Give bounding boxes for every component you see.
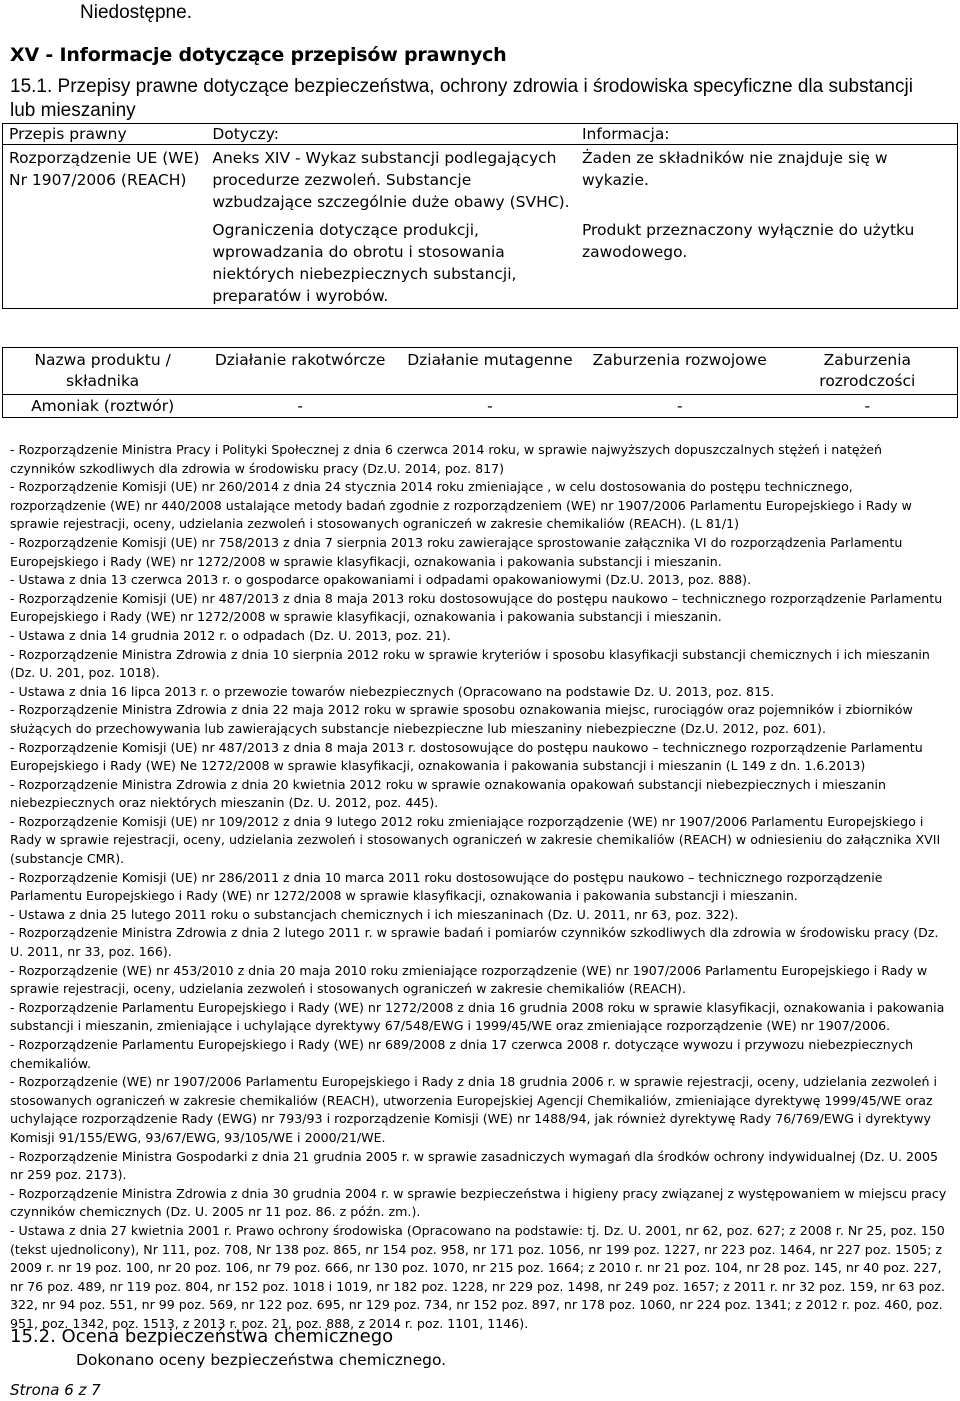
list-item: - Rozporządzenie Ministra Gospodarki z dnia 21 grudnia 2005 r. w sprawie zasadniczych wymagań dla środków ochrony indywidualnej (Dz. U. 2005 nr 259 poz. 2173). xyxy=(10,1148,939,1183)
list-item: - Rozporządzenie Ministra Zdrowia z dnia 2 lutego 2011 r. w sprawie badań i pomiarów czynników szkodliwych dla zdrowia w środowisku pracy (Dz. U. 2011, nr 33, poz. 166). xyxy=(10,925,939,960)
section-2-title: 15.2. Ocena bezpieczeństwa chemicznego xyxy=(10,1326,394,1347)
info-paragraph: Produkt przeznaczony wyłącznie do użytku zawodowego. xyxy=(581,221,915,261)
section-2-text: Dokonano oceny bezpieczeństwa chemicznego. xyxy=(76,1351,447,1369)
table-row xyxy=(3,395,958,418)
list-item: - Rozporządzenie Ministra Zdrowia z dnia 10 sierpnia 2012 roku w sprawie kryteriów i sposobu klasyfikacji substancji chemicznych i ich mieszanin (Dz. U. 201, poz. 1018). xyxy=(10,646,930,681)
regulation-info xyxy=(576,145,958,309)
table-cell: - xyxy=(398,395,582,418)
product-name: Amoniak (roztwór) xyxy=(3,395,203,418)
regulation-scope xyxy=(206,145,576,309)
list-item: - Rozporządzenie Ministra Zdrowia z dnia 22 maja 2012 roku w sprawie sposobu oznakowania miejsc, rurociągów oraz pojemników i zbiorników służących do przechowywania lub zawierających substancje niebezpieczne lub mieszaniny niebezpieczne (Dz.U. 2012, poz. 601). xyxy=(10,702,913,736)
regulation-table-header xyxy=(3,124,958,145)
regulation-table xyxy=(2,123,958,309)
list-item: - Rozporządzenie (WE) nr 453/2010 z dnia 20 maja 2010 roku zmieniające rozporządzenie (WE) nr 1907/2006 Parlamentu Europejskiego i Rady w sprawie rejestracji, oceny, udzielania zezwoleń i stosowanych ograniczeń w zakresie chemikaliów (REACH). xyxy=(10,962,928,997)
list-item: - Ustawa z dnia 16 lipca 2013 r. o przewozie towarów niebezpiecznych (Opracowano na podstawie Dz. U. 2013, poz. 815. xyxy=(10,683,775,699)
list-item: - Rozporządzenie Komisji (UE) nr 758/2013 z dnia 7 sierpnia 2013 roku zawierające sprostowanie załącznika VI do rozporządzenia Parlamentu Europejskiego i Rady (WE) nr 1272/2008 w sprawie klasyfikacji, oznakowania i pakowania substancji i mieszanin. xyxy=(10,534,903,569)
table-cell: - xyxy=(778,395,958,418)
top-note: Niedostępne. xyxy=(80,2,192,23)
header-cell: Działanie mutagenne xyxy=(407,351,573,369)
scope-paragraph: Ograniczenia dotyczące produkcji, wprowadzania do obrotu i stosowania niektórych niebezpiecznych substancji, preparatów i wyrobów. xyxy=(212,221,517,305)
list-item: - Rozporządzenie Parlamentu Europejskiego i Rady (WE) nr 1272/2008 z dnia 16 grudnia 2008 roku w sprawie klasyfikacji, oznakowania i pakowania substancji i mieszanin, zmieniające i uchylające dyrektywy 67/548/EWG i 1999/45/WE oraz zmieniające rozporządzenie (WE) nr 1907/2006. xyxy=(10,999,945,1034)
list-item: - Ustawa z dnia 13 czerwca 2013 r. o gospodarce opakowaniami i odpadami opakowaniowymi (Dz.U. 2013, poz. 888). xyxy=(10,572,752,588)
page-number: Strona 6 z 7 xyxy=(10,1381,101,1399)
header-cell: Działanie rakotwórcze xyxy=(214,351,386,369)
list-item: - Rozporządzenie Ministra Zdrowia z dnia 20 kwietnia 2012 roku w sprawie oznakowania opakowań substancji niebezpiecznych i mieszanin niebezpiecznych oraz niektórych mieszanin (Dz. U. 2012, poz. 445). xyxy=(10,776,886,811)
list-item: - Rozporządzenie (WE) nr 1907/2006 Parlamentu Europejskiego i Rady z dnia 18 grudnia 2006 r. w sprawie rejestracji, oceny, udzielania zezwoleń i stosowanych ograniczeń w zakresie chemikaliów (REACH), utworzenia Europejskiej Agencji Chemikaliów, zmieniające dyrektywę 1999/45/WE oraz uchylające rozporządzenie Rady (EWG) nr 793/93 i rozporządzenie Komisji (WE) nr 1488/94, jak również dyrektywę Rady 76/769/EWG i dyrektywy Komisji 91/155/EWG, 93/67/EWG, 93/105/WE i 2000/21/WE. xyxy=(10,1074,937,1145)
list-item: - Rozporządzenie Komisji (UE) nr 260/2014 z dnia 24 stycznia 2014 roku zmieniające , w celu dostosowania do postępu technicznego, rozporządzenie (WE) nr 440/2008 ustalające metody badań zgodnie z rozporządzeniem (WE) nr 1907/2006 Parlamentu Europejskiego i Rady w sprawie rejestracji, oceny, udzielania zezwoleń i stosowanych ograniczeń w zakresie chemikaliów (REACH). (L 81/1) xyxy=(10,479,912,532)
header-cell: Zaburzenia rozrodczości xyxy=(819,351,916,390)
header-cell: Przepis prawny xyxy=(3,124,207,145)
table-row xyxy=(3,145,958,309)
regulations-list xyxy=(10,441,950,1334)
table-cell: - xyxy=(202,395,398,418)
table-cell: - xyxy=(582,395,778,418)
list-item: - Rozporządzenie Komisji (UE) nr 487/2013 z dnia 8 maja 2013 r. dostosowujące do postępu naukowo – technicznego rozporządzenie Parlamentu Europejskiego i Rady (WE) Ne 1272/2008 w sprawie klasyfikacji, oznakowania i pakowania substancji i mieszanin (L 149 z dn. 1.6.2013) xyxy=(10,739,923,774)
hazard-table-header xyxy=(3,348,958,395)
list-item: - Rozporządzenie Komisji (UE) nr 286/2011 z dnia 10 marca 2011 roku dostosowujące do postępu naukowo – technicznego rozporządzenie Parlamentu Europejskiego i Rady (WE) nr 1272/2008 w sprawie klasyfikacji, oznakowania i pakowania substancji i mieszanin. xyxy=(10,869,883,904)
list-item: - Rozporządzenie Ministra Pracy i Polityki Społecznej z dnia 6 czerwca 2014 roku, w sprawie najwyższych dopuszczalnych stężeń i natężeń czynników szkodliwych dla zdrowia w środowisku pracy (Dz.U. 2014, poz. 817) xyxy=(10,442,882,476)
header-cell: Informacja: xyxy=(576,124,958,145)
hazard-table xyxy=(2,347,958,418)
info-paragraph: Żaden ze składników nie znajduje się w wykazie. xyxy=(581,149,888,189)
header-cell: Zaburzenia rozwojowe xyxy=(592,351,767,369)
list-item: - Rozporządzenie Parlamentu Europejskiego i Rady (WE) nr 689/2008 z dnia 17 czerwca 2008 r. dotyczące wywozu i przywozu niebezpiecznych chemikaliów. xyxy=(10,1037,914,1071)
list-item: - Rozporządzenie Ministra Zdrowia z dnia 30 grudnia 2004 r. w sprawie bezpieczeństwa i higieny pracy związanej z występowaniem w miejscu pracy czynników chemicznych (Dz. U. 2005 nr 11 poz. 86. z późn. zm.). xyxy=(10,1185,947,1220)
list-item: - Rozporządzenie Komisji (UE) nr 109/2012 z dnia 9 lutego 2012 roku zmieniające rozporządzenie (WE) nr 1907/2006 Parlamentu Europejskiego i Rady w sprawie rejestracji, oceny, udzielania zezwoleń i stosowanych ograniczeń w zakresie chemikaliów (REACH) w odniesieniu do załącznika XVII (substancje CMR). xyxy=(10,813,941,867)
section-title: XV - Informacje dotyczące przepisów prawnych xyxy=(10,44,507,66)
header-cell: Dotyczy: xyxy=(206,124,576,145)
header-cell: Nazwa produktu / składnika xyxy=(34,351,171,390)
list-item: - Ustawa z dnia 14 grudnia 2012 r. o odpadach (Dz. U. 2013, poz. 21). xyxy=(10,627,451,643)
list-item: - Ustawa z dnia 25 lutego 2011 roku o substancjach chemicznych i ich mieszaninach (Dz. U. 2011, nr 63, poz. 322). xyxy=(10,906,739,922)
subsection-title: 15.1. Przepisy prawne dotyczące bezpieczeństwa, ochrony zdrowia i środowiska specyficzne dla substancji lub mieszaniny xyxy=(10,76,913,121)
list-item: - Rozporządzenie Komisji (UE) nr 487/2013 z dnia 8 maja 2013 roku dostosowujące do postępu naukowo – technicznego rozporządzenie Parlamentu Europejskiego i Rady (WE) nr 1272/2008 w sprawie klasyfikacji, oznakowania i pakowania substancji i mieszanin. xyxy=(10,590,943,625)
list-item: - Ustawa z dnia 27 kwietnia 2001 r. Prawo ochrony środowiska (Opracowano na podstawie: tj. Dz. U. 2001, nr 62, poz. 627; z 2008 r. Nr 25, poz. 150 (tekst ujednolicony), Nr 111, poz. 708, Nr 138 poz. 865, nr 154 poz. 958, nr 171 poz. 1056, nr 199 poz. 1227, nr 223 poz. 1464, nr 227 poz. 1505; z 2009 r. nr 19 poz. 100, nr 20 poz. 106, nr 79 poz. 666, nr 130 poz. 1070, nr 215 poz. 1664; z 2010 r. nr 21 poz. 104, nr 28 poz. 145, nr 40 poz. 227, nr 76 poz. 489, nr 119 poz. 804, nr 152 poz. 1018 i 1019, nr 182 poz. 1228, nr 229 poz. 1498, nr 249 poz. 1657; z 2011 r. nr 32 poz. 159, nr 63 poz. 322, nr 94 poz. 551, nr 99 poz. 569, nr 122 poz. 695, nr 129 poz. 734, nr 152 poz. 897, nr 178 poz. 1060, nr 224 poz. 1341; z 2012 r. poz. 460, poz. 951, poz. 1342, poz. 1513, z 2013 r. poz. 21, poz. 888, z 2014 r. poz. 1101, 1146). xyxy=(10,1222,945,1331)
regulation-name: Rozporządzenie UE (WE) Nr 1907/2006 (REACH) xyxy=(9,149,200,189)
scope-paragraph: Aneks XIV - Wykaz substancji podlegających procedurze zezwoleń. Substancje wzbudzające szczególnie duże obawy (SVHC). xyxy=(212,149,570,211)
